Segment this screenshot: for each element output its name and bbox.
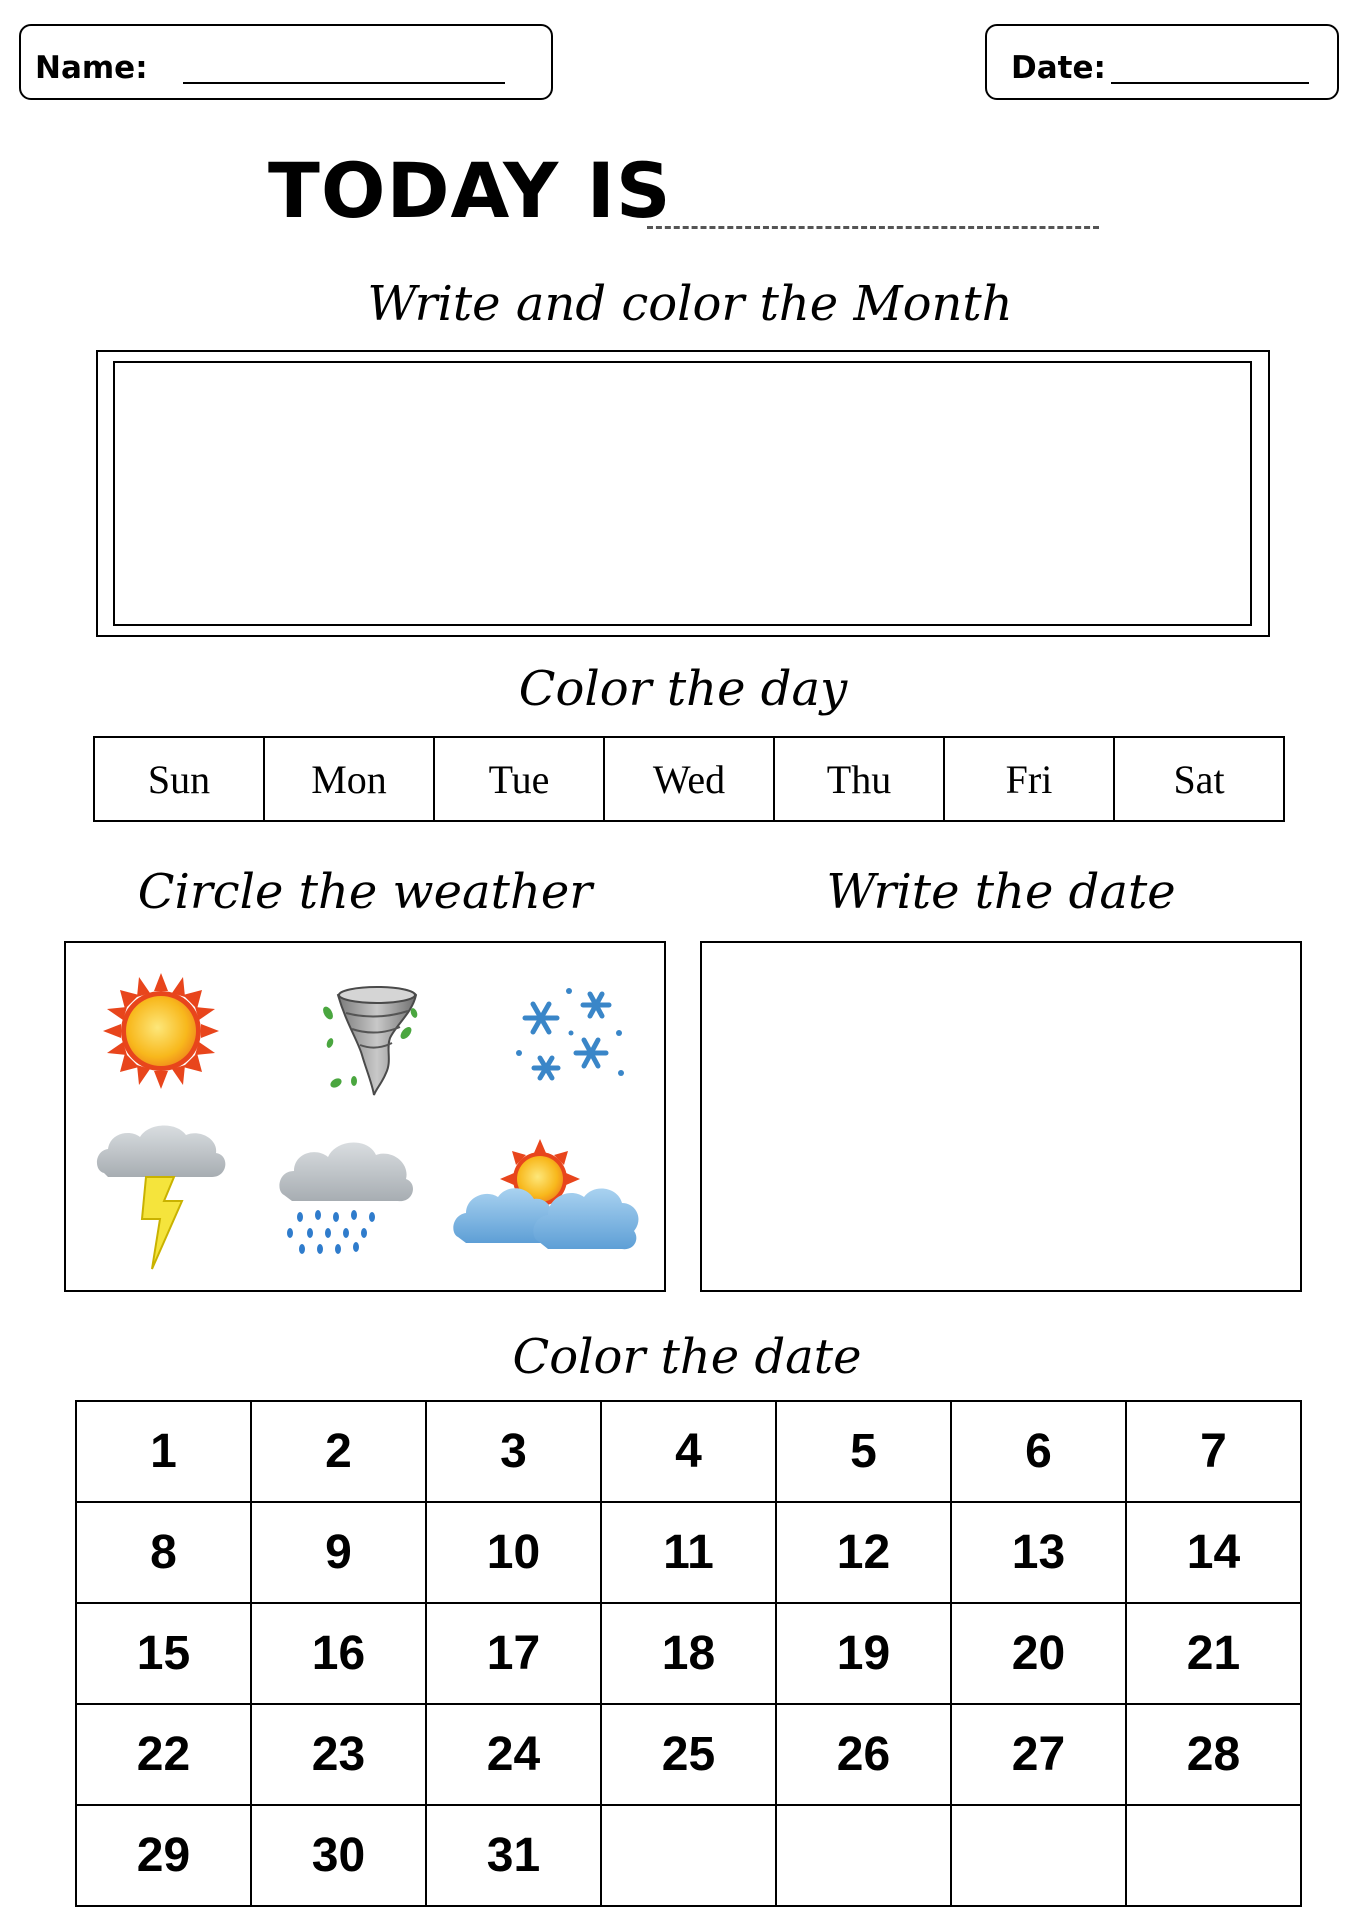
thunderstorm-icon[interactable]	[94, 1121, 229, 1271]
date-cell[interactable]: 9	[251, 1502, 426, 1603]
date-cell[interactable]: 18	[601, 1603, 776, 1704]
date-grid-row	[76, 1401, 1301, 1502]
write-date-heading: Write the date	[826, 864, 1176, 920]
name-input-line[interactable]	[183, 82, 505, 84]
day-heading: Color the day	[518, 661, 848, 717]
month-heading: Write and color the Month	[367, 276, 1013, 332]
date-cell[interactable]: 8	[76, 1502, 251, 1603]
day-cell-wed[interactable]: Wed	[604, 737, 774, 821]
date-grid	[75, 1400, 1302, 1907]
date-cell[interactable]: 12	[776, 1502, 951, 1603]
date-cell[interactable]: 21	[1126, 1603, 1301, 1704]
date-cell[interactable]: 6	[951, 1401, 1126, 1502]
weather-heading: Circle the weather	[137, 864, 593, 920]
date-cell[interactable]: 10	[426, 1502, 601, 1603]
write-date-box[interactable]	[700, 941, 1302, 1292]
date-cell[interactable]: 20	[951, 1603, 1126, 1704]
date-cell[interactable]: 30	[251, 1805, 426, 1906]
date-input-line[interactable]	[1111, 82, 1309, 84]
date-cell[interactable]: 14	[1126, 1502, 1301, 1603]
rain-cloud-icon[interactable]	[276, 1133, 416, 1258]
date-cell[interactable]: 4	[601, 1401, 776, 1502]
date-cell[interactable]: 28	[1126, 1704, 1301, 1805]
date-cell[interactable]: 17	[426, 1603, 601, 1704]
date-grid-row	[76, 1704, 1301, 1805]
date-cell[interactable]: 2	[251, 1401, 426, 1502]
date-cell[interactable]: 24	[426, 1704, 601, 1805]
date-cell[interactable]: 19	[776, 1603, 951, 1704]
date-cell[interactable]: 15	[76, 1603, 251, 1704]
date-cell[interactable]: 5	[776, 1401, 951, 1502]
date-cell[interactable]: 11	[601, 1502, 776, 1603]
date-cell[interactable]: 31	[426, 1805, 601, 1906]
date-cell[interactable]: 1	[76, 1401, 251, 1502]
name-field-box	[19, 24, 553, 100]
day-table	[93, 736, 1285, 822]
date-label: Date:	[1011, 50, 1106, 86]
date-cell[interactable]: 25	[601, 1704, 776, 1805]
color-date-heading: Color the date	[512, 1329, 862, 1385]
page-title: TODAY IS	[268, 146, 672, 235]
date-cell[interactable]: 29	[76, 1805, 251, 1906]
weather-panel	[64, 941, 666, 1292]
day-cell-thu[interactable]: Thu	[774, 737, 944, 821]
day-cell-mon[interactable]: Mon	[264, 737, 434, 821]
snowflakes-icon[interactable]	[511, 983, 631, 1093]
date-cell[interactable]: 26	[776, 1704, 951, 1805]
sun-icon[interactable]	[96, 969, 226, 1094]
month-write-box[interactable]	[113, 361, 1252, 626]
date-cell[interactable]: 16	[251, 1603, 426, 1704]
day-cell-sun[interactable]: Sun	[94, 737, 264, 821]
tornado-icon[interactable]	[316, 983, 426, 1098]
partly-cloudy-icon[interactable]	[452, 1139, 642, 1264]
date-cell[interactable]: 22	[76, 1704, 251, 1805]
name-label: Name:	[35, 50, 148, 86]
date-cell-empty[interactable]	[1126, 1805, 1301, 1906]
date-cell[interactable]: 7	[1126, 1401, 1301, 1502]
date-grid-row	[76, 1805, 1301, 1906]
day-cell-sat[interactable]: Sat	[1114, 737, 1284, 821]
date-cell[interactable]: 23	[251, 1704, 426, 1805]
date-cell[interactable]: 27	[951, 1704, 1126, 1805]
day-cell-fri[interactable]: Fri	[944, 737, 1114, 821]
date-field-box	[985, 24, 1339, 100]
date-grid-row	[76, 1603, 1301, 1704]
date-cell[interactable]: 13	[951, 1502, 1126, 1603]
date-cell-empty[interactable]	[776, 1805, 951, 1906]
day-cell-tue[interactable]: Tue	[434, 737, 604, 821]
today-blank-line[interactable]	[647, 226, 1099, 229]
date-cell-empty[interactable]	[951, 1805, 1126, 1906]
date-cell-empty[interactable]	[601, 1805, 776, 1906]
date-cell[interactable]: 3	[426, 1401, 601, 1502]
date-grid-row	[76, 1502, 1301, 1603]
